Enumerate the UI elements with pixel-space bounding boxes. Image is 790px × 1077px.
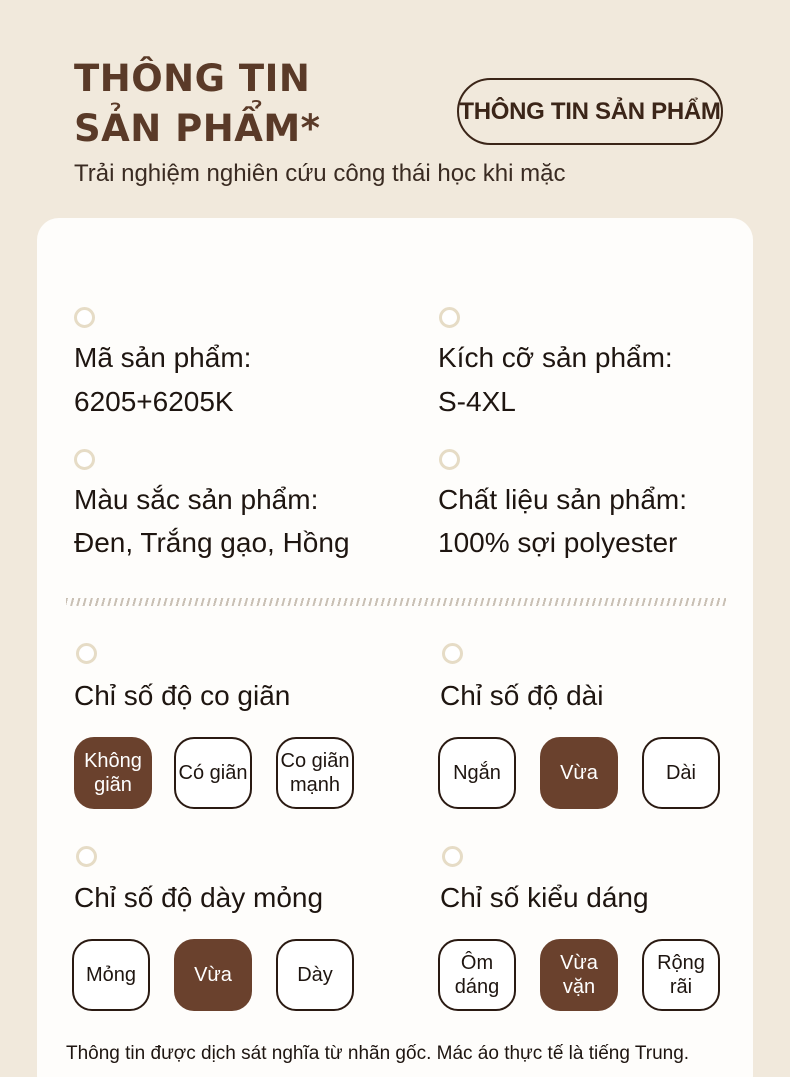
bullet-circle-icon [442, 643, 463, 664]
section-pill-badge: THÔNG TIN SẢN PHẨM [457, 78, 723, 145]
length-option-short[interactable]: Ngắn [438, 737, 516, 809]
stretch-index-label: Chỉ số độ co giãn [74, 680, 291, 711]
thickness-option-thin[interactable]: Mỏng [72, 939, 150, 1011]
page-title [74, 54, 321, 154]
bullet-circle-icon [74, 449, 95, 470]
thickness-option-thick[interactable]: Dày [276, 939, 354, 1011]
fit-option-regular[interactable]: Vừa vặn [540, 939, 618, 1011]
thickness-option-medium[interactable]: Vừa [174, 939, 252, 1011]
page-title-line-1: THÔNG TIN [74, 57, 311, 100]
fit-option-loose[interactable]: Rộng rãi [642, 939, 720, 1011]
dashed-divider [66, 598, 726, 606]
bullet-circle-icon [76, 846, 97, 867]
stretch-option-some[interactable]: Có giãn [174, 737, 252, 809]
product-size-value: S-4XL [438, 386, 516, 417]
page-subtitle: Trải nghiệm nghiên cứu công thái học khi mặc [74, 160, 566, 187]
product-material-label: Chất liệu sản phẩm: [438, 484, 688, 515]
product-code-value: 6205+6205K [74, 386, 234, 417]
page-title-line-2: SẢN PHẨM* [74, 107, 321, 150]
bullet-circle-icon [439, 449, 460, 470]
bullet-circle-icon [74, 307, 95, 328]
stretch-option-high[interactable]: Co giãn mạnh [276, 737, 354, 809]
product-material-value: 100% sợi polyester [438, 527, 678, 558]
bullet-circle-icon [439, 307, 460, 328]
thickness-index-label: Chỉ số độ dày mỏng [74, 882, 324, 913]
length-index-label: Chỉ số độ dài [440, 680, 604, 711]
fit-option-slim[interactable]: Ôm dáng [438, 939, 516, 1011]
bullet-circle-icon [442, 846, 463, 867]
length-option-long[interactable]: Dài [642, 737, 720, 809]
translation-note: Thông tin được dịch sát nghĩa từ nhãn gốc. Mác áo thực tế là tiếng Trung. [66, 1043, 690, 1064]
product-code-label: Mã sản phẩm: [74, 342, 252, 373]
fit-index-label: Chỉ số kiểu dáng [440, 882, 649, 913]
stretch-option-none[interactable]: Không giãn [74, 737, 152, 809]
length-option-medium[interactable]: Vừa [540, 737, 618, 809]
product-color-value: Đen, Trắng gạo, Hồng [74, 527, 350, 558]
product-color-label: Màu sắc sản phẩm: [74, 484, 319, 515]
bullet-circle-icon [76, 643, 97, 664]
product-size-label: Kích cỡ sản phẩm: [438, 342, 673, 373]
